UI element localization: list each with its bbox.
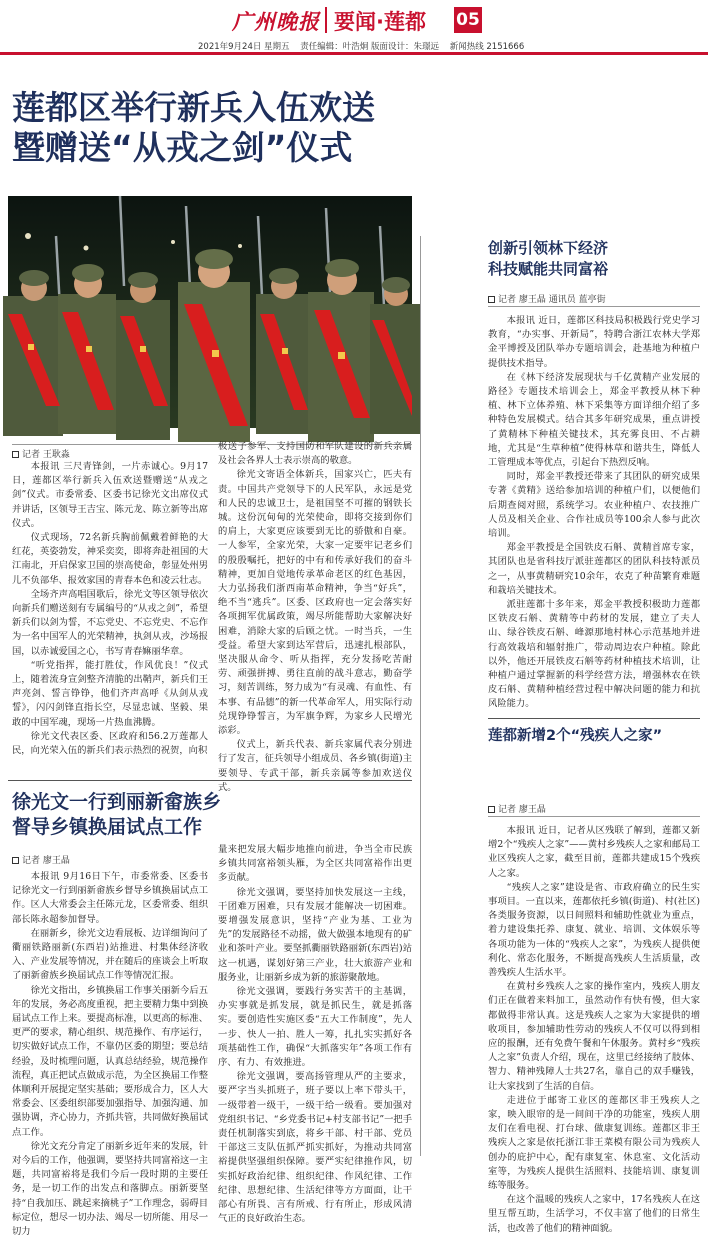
editor-credits: 责任编辑：叶浩炯 版面设计：朱璟远 — [300, 42, 439, 52]
main-headline-line: 莲都区举行新兵入伍欢送 — [12, 88, 375, 127]
main-article-col1: 本报讯 三尺青锋剑，一片赤诚心。9月17日，莲都区举行新兵入伍欢送暨赠送“从戎之剑”仪式。市委常委、区委书记徐光文出席仪式并讲话，区领导王吉宝、陈元龙、陈立新等出席仪式。 仪式现场，72名新兵胸前佩戴着鲜艳的大红花，英姿勃发，神采奕奕，即将奔赴祖国的大江南北，开启保家卫国的崇高使命，彰显处州男儿不负部华、报效家国的青春本色和凌云壮志。 全场齐声高唱国歌后，徐光文等区领导依次向新兵们赠送刻有专属编号的“从戎之剑”，希望新兵们以剑为誓，不忘党史、不忘党史、不忘作为一名中国军人的光荣精神，执剑从戎，沙场报国，以赤诚爱国之心，书写青春嫲丽华章。 “听党指挥，能打胜仗，作风优良！”仪式上，随着流身宣剑整齐清脆的出鞘声，新兵们王声亮剑、誓言铮铮，他们齐声高呼《从剑从戎誓》，闪闪剑锋直指长空，尽显忠诚、坚毅、果敢的中国军魂，现场一片热血沸腾。 徐光文代表区委、区政府和56.2万莲都人民，向光荣入伍的新兵们表示热烈的祝贺，向积 — [12, 461, 208, 757]
byline-marker-icon — [488, 806, 495, 813]
section-rule — [488, 718, 700, 719]
byline-marker-icon — [12, 451, 19, 458]
byline-rule — [488, 816, 700, 817]
disabled-byline: 记者 廖王晶 — [488, 802, 546, 815]
masthead — [0, 0, 708, 58]
byline-rule — [488, 306, 700, 307]
xu-article-col2: 量来把发展大幅步地推向前进，争当全市民族乡镇共同富裕领头雁，为全区共同富裕作出更多贡献。 徐光文强调，要坚持加快发展这一主线，干团难万困难，只有发展才能解决一切困难。要增强发展意识，坚持“产业为基、工业为先”的发展路径不动摇，做大做强本地现有的矿业和茶叶产业。要坚抓衢丽铁路丽新(东西岩)站这一机遇，谋划好第三产业，壮大旅游产业和服务业，让丽新乡成为新的旅游聚散地。 徐光文强调，要践行务实苦干的主基调，办实事就是抓发展，就是抓民生，就是抓落实。要创造性实施区委“五大工作制度”，先人一步、快人一拍、胜人一筹，扎扎实实抓好各项基础性工作，确保“大抓落实年”各项工作有序、有力、有效推进。 徐光文强调，要高扬管理从严的主要求，要严字当头抓班子，班子要以上率下带头干，一级带着一级干，一级干给一级看。要加强对党组织书记、“乡党委书记+村支部书记”一把手责任机制落实到底，将乡干部、村干部、党员干部这三支队伍抓严抓实抓好，为推动共同富裕提供坚强组织保障。要严实纪律推作风，切实抓好政治纪律、组织纪律、作风纪律、工作纪律、思想纪律、生活纪律等方方面面，让干部心有所畏、言有所戒、行有所止，形成风清气正的良好政治生态。 — [218, 844, 412, 1225]
section-title: 要闻·莲都 — [334, 10, 426, 34]
main-headline — [12, 88, 472, 168]
main-article-col2: 极送子参军、支持国防和军队建设的新兵亲属及社会各界人士表示崇高的敬意。 徐光文寄语全体新兵，国家兴亡，匹夫有责。中国共产党领导下的人民军队，永远是党和人民的忠诚卫士，是祖国坚不可摧的钢铁长城。这份沉甸甸的光荣使命，即将交接到你们的肩上，大家更应该要到无比的骄傲和自豪。一人参军，全家光荣，大家一定要牢记老乡们的殷殷嘱托，把好的中有和传承好我们的奋斗精神，更加自觉地传承革命老区的红色基因，大力弘扬我们浙西南革命精神，争当“好兵”，绝不当“逃兵”。区委、区政府也一定会落实好各项拥军优属政策，竭尽所能帮助大家解决好困难，消除大家的后顾之忧。一时当兵，一生受益。希望大家到达军营后，迅速扎根部队，坚决服从命令、听从指挥，充分发扬吃苦耐劳、顽强拼搏、勇往直前的战斗意志，勤奋学习，刻苦训练，努力成为“有灵魂、有血性、有本事、有品德”的新一代革命军人，用实际行动兑现铮铮誓言，为军旗争辉，为家乡人民增光添彩。 仪式上，新兵代表、新兵家属代表分别进行了发言，征兵领导小组成员、各乡镇(街道)主要领导、专武干部，新兵亲属等参加欢送仪式。 — [218, 441, 412, 793]
issue-date: 2021年9月24日 星期五 — [198, 42, 290, 52]
masthead-meta — [198, 40, 708, 52]
sci-headline: 创新引领林下经济 科技赋能共同富裕 — [488, 239, 609, 278]
recruits-photo — [8, 196, 412, 428]
column-rule — [420, 236, 421, 1156]
xu-headline: 徐光文一行到丽新畲族乡 督导乡镇换届试点工作 — [12, 791, 222, 838]
masthead-divider — [325, 7, 327, 33]
main-headline-line: 暨赠送“从戎之剑”仪式 — [12, 128, 353, 167]
section-rule — [8, 780, 412, 781]
sci-article-body: 本报讯 近日，莲都区科技局积极践行党史学习教育，“办实事、开新局”，特聘合浙江农林大学郑金平博授及团队举办专题培训会，赴基地为种植户提供技术指导。 在《林下经济发展现状与千亿黄精产业发展的路径》专题技术培训会上，郑金平教授从林下种植、林下立体养殖、林下采集等方面详细介绍了多种特色发展模式。结合其多年研究成果，重点讲授了黄精林下种植关键技术，其充雾良田、不占耕地，尤其是“生草种植”使得林草和谐共生，降低人工管理成本等优点，引起台下热烈反响。 同时，郑金平教授还带来了其团队的研究成果专著《黄精》送给参加培训的种植户们，以便他们后期查阅对照，系统学习。农业种植户、农技推广人员及相关企业、合作社成员等100余人参与此次培训。 郑金平教授是全国铁皮石斛、黄精首席专家，其团队也是省科技厅派驻莲都区的团队科技特派员之一，从事黄精研究10余年，农克了种苗繁育难题和栽培关键技术。 派驻莲都十多年来，郑金平教授积极助力莲都区铁皮石斛、黄精等中药材的发展，建立了夫人山、绿谷铁皮石斛、峰源那地村林心示范基地并进行高效栽培和辐射推广，带动周边农户种植。除此以外，他还开展铁皮石斛等药材种植技术培训，让种植户通过掌握新的科学经营方法，增强林农在铁皮石斛、黄精种植经营过程中解决问题的能力和抗风险能力。 — [488, 315, 700, 710]
page-number: 05 — [454, 7, 482, 33]
byline-marker-icon — [12, 857, 19, 864]
masthead-rule — [0, 52, 708, 55]
disabled-article-body: 本报讯 近日，记者从区残联了解到，莲都又新增2个“残疾人之家”——黄村乡残疾人之家和邮局工业区残疾人之家，截至目前，莲都共建成15个残疾人之家。 “残疾人之家”建设是省、市政府确立的民生实事项目。一直以来，莲都依托乡镇(街道)、村(社区)各类服务资源，以日间照料和辅助性就业为重点，着力建设集托养、康复、就业、培训、文体娱乐等各项功能为一体的“残疾人之家”，为残疾人提供便利化、常态化服务，不断提高残疾人生活质量，改善残疾人生活水平。 在黄村乡残疾人之家的操作室内，残疾人朋友们正在做着来料加工，虽然动作有快有慢，但大家都做得非常认真。这是残疾人之家为大家提供的增收项目，参加辅助性劳动的残疾人不仅可以得到相应的报酬，还有免费午餐和午休服务。黄村乡“残疾人之家”负责人介绍，现在，这里已经接纳了肢体、智力、精神残障人士共27名，靠自己的双手赚钱，让大家找到了生活的自信。 走进位于邮寄工业区的莲都区非王残疾人之家，映入眼帘的是一间间干净的功能室，残疾人朋友们在看电视、打台球、做康复训练。莲都区非王残疾人之家是依托浙江非王菜模有限公司为残疾人创办的庇护中心，配有康复室、休息室、文化活动室等，为残疾人提供生活照料、技能培训、康复训练等服务。 在这个温暖的残疾人之家中，17名残疾人在这里互帮互助，生活学习，不仅丰富了他们的日常生活，也改善了他们的精神面貌。 — [488, 825, 700, 1234]
news-hotline: 新闻热线 2151666 — [449, 42, 525, 52]
newspaper-logo: 广州晚报 — [232, 9, 320, 34]
xu-article-col1: 本报讯 9月16日下午，市委常委、区委书记徐光文一行到丽新畲族乡督导乡镇换届试点工作。区人大常委会主任陈元龙，区委常委、组织部长陈永超参加督导。 在丽新乡，徐光文边看展板、边详细询问了衢丽铁路丽新(东西岩)站推进、村集体经济收入、产业发展等情况，并在随后的座谈会上听取了丽新畲族乡换届试点工作等情况汇报。 徐光文指出，乡镇换届工作事关丽新今后五年的发展，务必高度重视，把主要精力集中到换届试点工作上来。要提高标准，以更高的标准、更严的要求，精心组织、规范操作、有序运行，切实做好试点工作，不靠仍区委的期望；要总结经验，及时梳理问题，认真总结经验，规范操作流程，真正把试点做成示范，为全区换届工作整体顺利开展提定坚实基础；要形成合力，区人大常委会、区委组织部要加强指导、加强沟通、加强协调，齐心协力，齐抓共管，共同做好换届试点工作。 徐光文充分肯定了丽新乡近年来的发展，针对今后的工作，他强调，要坚持共同富裕这一主题，共同富裕将是我们今后一段时期的主要任务，是一切工作的出发点和落脚点。丽新要坚持“自我加压、跳起来摘桃子”工作理念，弱碍目标定位，想尽一切办法、竭尽一切所能、用尽一切力 — [12, 871, 208, 1238]
sci-byline: 记者 廖王晶 通讯员 蓝亭街 — [488, 292, 606, 305]
byline-marker-icon — [488, 296, 495, 303]
disabled-headline: 莲都新增2个“残疾人之家” — [488, 728, 663, 744]
main-byline: 记者 王耿淼 — [12, 447, 70, 460]
xu-byline: 记者 廖王晶 — [12, 853, 70, 866]
